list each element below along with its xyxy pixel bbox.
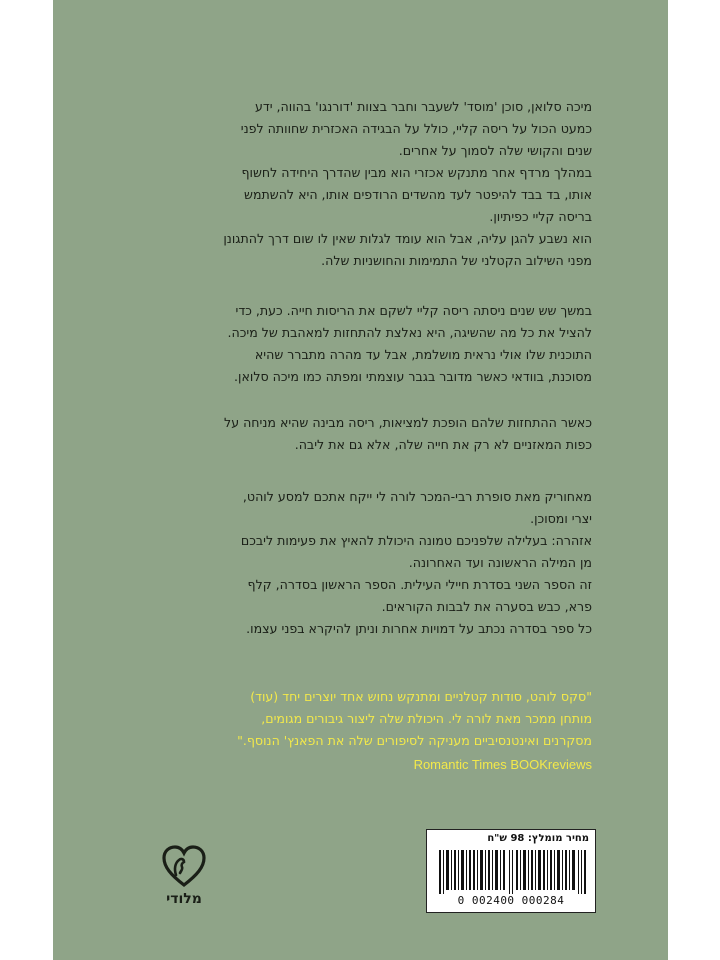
blurb-line: הוא נשבע להגן עליה, אבל הוא עומד לגלות שאין לו שום דרך להתגונן xyxy=(223,231,592,246)
publisher-logo xyxy=(148,845,220,917)
blurb-line: מסוכנת, בוודאי כאשר מדובר בגבר עוצמתי ומפתה כמו מיכה סלואן. xyxy=(234,369,592,384)
quote-line: מותחן ממכר מאת לורה לי. היכולת שלה ליצור גיבורים מגומים, xyxy=(261,711,592,726)
blurb-line: מפני השילוב הקטלני של התמימות והחושניות שלה. xyxy=(321,253,592,268)
blurb-paragraph-2 xyxy=(72,300,592,388)
blurb-line: במהלך מרדף אחר מתנקש אכזרי הוא מבין שהדרך היחידה לחשוף xyxy=(241,165,592,180)
barcode-label xyxy=(426,829,596,913)
blurb-line: כאשר ההתחזות שלהם הופכת למציאות, ריסה מבינה שהיא מניחה על xyxy=(224,415,592,430)
publisher-name: מלודי xyxy=(166,891,202,907)
heart-profile-icon xyxy=(148,845,220,889)
barcode-number: 0 002400 000284 xyxy=(457,894,565,907)
blurb-line: כמעט הכול על ריסה קליי, כולל על הבגידה האכזרית שחוותה לפני xyxy=(240,121,592,136)
blurb-line: אותו, בד בבד להיפטר לעד מהשדים הרודפים אותו, היא להשתמש xyxy=(244,187,592,202)
blurb-line: מיכה סלואן, סוכן 'מוסד' לשעבר וחבר בצוות 'דורנגו' בהווה, ידע xyxy=(254,99,592,114)
quote-source: Romantic Times BOOKreviews xyxy=(413,757,592,772)
blurb-line: שנים והקושי שלה לסמוך על אחרים. xyxy=(398,143,592,158)
blurb-line: כל ספר בסדרה נכתב על דמויות אחרות וניתן להיקרא בפני עצמו. xyxy=(246,621,592,636)
blurb-line: כפות המאזניים לא רק את חייה שלה, אלא גם את ליבה. xyxy=(294,437,592,452)
barcode-icon xyxy=(439,850,587,894)
blurb-line: זה הספר השני בסדרת חיילי העילית. הספר הראשון בסדרה, קלף xyxy=(247,577,592,592)
quote-line: "סקס לוהט, סודות קטלניים ומתנקש נחוש אחד יוצרים יחד (עוד) xyxy=(250,689,592,704)
blurb-line: אזהרה: בעלילה שלפניכם טמונה היכולת להאיץ את פעימות ליבכם xyxy=(240,533,592,548)
blurb-line: להציל את כל מה שהשיגה, היא נאלצת להתחזות למאהבת של מיכה. xyxy=(227,325,592,340)
price-label: מחיר מומלץ: 98 ש"ח xyxy=(487,833,589,844)
blurb-line: התוכנית שלו אולי נראית מושלמת, אבל עד מהרה מתברר שהיא xyxy=(254,347,592,362)
blurb-line: מאחוריק מאת סופרת רבי-המכר לורה לי ייקח אתכם למסע לוהט, xyxy=(242,489,592,504)
blurb-line: פרא, כבש בסערה את לבבות הקוראים. xyxy=(381,599,592,614)
quote-line: מסקרנים ואינטנסיביים מעניקה לסיפורים שלה את הפאנץ' הנוסף." xyxy=(237,733,592,748)
blurb-line: בריסה קליי כפיתיון. xyxy=(489,209,592,224)
blurb-line: מן המילה הראשונה ועד האחרונה. xyxy=(408,555,592,570)
blurb-paragraph-3 xyxy=(72,412,592,456)
blurb-line: יצרי ומסוכן. xyxy=(530,511,592,526)
blurb-paragraph-4 xyxy=(72,486,592,640)
blurb-paragraph-1 xyxy=(72,96,592,272)
blurb-line: במשך שש שנים ניסתה ריסה קליי לשקם את הריסות חייה. כעת, כדי xyxy=(235,303,592,318)
review-quote xyxy=(72,686,592,752)
